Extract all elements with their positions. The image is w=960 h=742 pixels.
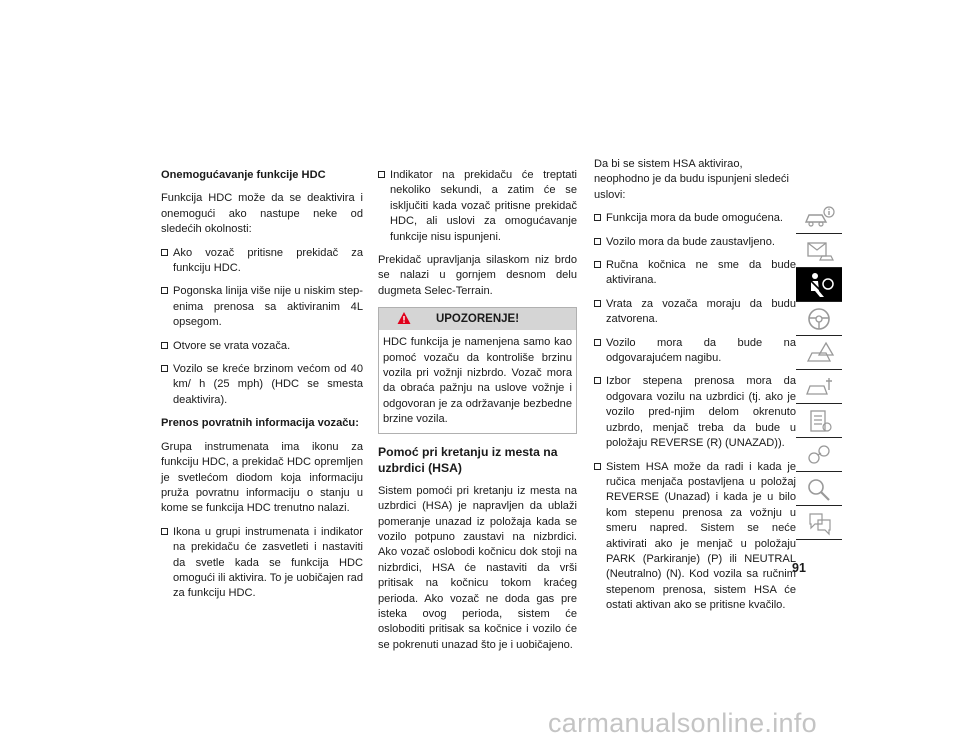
checkbox-bullet-icon <box>161 528 168 535</box>
column-middle <box>378 168 577 661</box>
paragraph-hdc-switch: Prekidač upravljanja silaskom niz brdo se nalazi u gornjem desnom delu dugmeta Selec-Terrain. <box>378 254 577 297</box>
heading-hsa: Pomoć pri kretanju iz mesta na uzbrdici (HSA) <box>378 444 558 475</box>
checkbox-bullet-icon <box>594 463 601 470</box>
tab-specifications[interactable] <box>796 404 842 438</box>
steering-wheel-icon <box>802 306 836 332</box>
list-item: Vozilo mora da bude zaustavljeno. <box>594 235 796 250</box>
list-item: Izbor stepena prenosa mora da odgovara vozilu na uzbrdici (tj. ako je vozilo pred-njim delom okrenuto uzbrdo, menjač treba da bude u položaju REVERSE (R) (UNAZAD)). <box>594 374 796 451</box>
tab-safety[interactable] <box>796 268 842 302</box>
checkbox-bullet-icon <box>594 214 601 221</box>
car-service-icon <box>802 374 836 400</box>
checkbox-bullet-icon <box>594 339 601 346</box>
column-left <box>161 168 363 610</box>
tab-steering[interactable] <box>796 302 842 336</box>
bullet-list <box>378 168 577 245</box>
warning-header <box>379 308 576 330</box>
bullet-list <box>161 246 363 409</box>
language-icon <box>802 510 836 536</box>
heading-driver-feedback: Prenos povratnih informacija vozaču: <box>161 417 359 430</box>
page-number: 91 <box>792 561 806 575</box>
car-info-icon <box>802 204 836 230</box>
paragraph-hsa-conditions: Da bi se sistem HSA aktivirao, neophodno je da budu ispunjeni sledeći uslovi: <box>594 158 789 201</box>
list-item: Ikona u grupi instrumenata i indikator na prekidaču će zasvetleti i nastaviti da svetle kada se funkcija HDC omogući ili aktivira. To je uobičajen rad za funkciju HDC. <box>161 525 363 602</box>
chapter-tabs <box>796 200 842 540</box>
seatbelt-airbag-icon <box>802 271 836 299</box>
checkbox-bullet-icon <box>161 249 168 256</box>
checkbox-bullet-icon <box>161 342 168 349</box>
list-item: Ručna kočnica ne sme da bude aktivirana. <box>594 258 796 289</box>
heading-hdc-disable: Onemogućavanje funkcije HDC <box>161 169 326 181</box>
tab-envelope-car[interactable] <box>796 234 842 268</box>
tab-car-info[interactable] <box>796 200 842 234</box>
warning-triangle-icon <box>397 311 411 325</box>
multimedia-icon <box>802 442 836 468</box>
warning-body: HDC funkcija je namenjena samo kao pomoć vozaču da kontroliše brzinu vozila pri vožnji nizbrdo. Vozač mora da obraća pažnju na uslove vožnje i odgovoran je za održavanje bezbedne brzine vozila. <box>383 336 572 426</box>
list-item: Otvore se vrata vozača. <box>161 339 363 354</box>
checkbox-bullet-icon <box>594 300 601 307</box>
checkbox-bullet-icon <box>378 171 385 178</box>
checkbox-bullet-icon <box>594 238 601 245</box>
paragraph-hsa: Sistem pomoći pri kretanju iz mesta na uzbrdici (HSA) je napravljen da ublaži pomeranje unazad iz položaja kada se vozilo potpuno zaustavi na nizbrdici. Ako vozač oslobodi kočnicu dok stoji na nizbrdici, HSA će nastaviti da vrši pritisak na kočnicu tokom kraćeg perioda. Ako vozač ne doda gas pre isteka ovog perioda, sistem će osloboditi pritisak sa kočnice i vozilo će se pokrenuti unazad što je i uobičajeno. <box>378 484 577 651</box>
watermark: carmanualsonline.info <box>548 708 817 738</box>
paragraph-hdc-disable: Funkcija HDC može da se deaktivira i onemogući ako nastupe neke od sledećih okolnosti: <box>161 192 363 236</box>
bullet-list <box>594 211 796 613</box>
tab-emergency[interactable] <box>796 336 842 370</box>
envelope-car-icon <box>802 238 836 264</box>
list-item: Funkcija mora da bude omogućena. <box>594 211 796 226</box>
list-item: Vozilo se kreće brzinom većom od 40 km/ h (25 mph) (HDC se smesta deaktivira). <box>161 362 363 408</box>
list-item: Vrata za vozača moraju da budu zatvorena. <box>594 297 796 328</box>
tab-language[interactable] <box>796 506 842 540</box>
checkbox-bullet-icon <box>161 287 168 294</box>
list-item: Vozilo mora da bude na odgovarajućem nagibu. <box>594 336 796 367</box>
tab-index[interactable] <box>796 472 842 506</box>
warning-triangle-car-icon <box>802 340 836 366</box>
magnifier-icon <box>802 476 836 502</box>
checkbox-bullet-icon <box>161 365 168 372</box>
warning-title: UPOZORENJE! <box>435 313 520 326</box>
list-item: Sistem HSA može da radi i kada je ručica menjača postavljena u položaj REVERSE (Unazad) i kada je u bilo kom stepenu prenosa za vožnju u smeru napred. Sistem se neće aktivirati ako je menjač u položaju PARK (Parkiranje) (P) ili NEUTRAL (Neutralno) (N). Kod vozila sa ručnim stepenom prenosa, sistem HSA će ostati aktivan ako se pritisne kvačilo. <box>594 460 796 614</box>
tab-multimedia[interactable] <box>796 438 842 472</box>
list-item: Pogonska linija više nije u niskim step-enima prenosa sa aktiviranim 4L opsegom. <box>161 284 363 330</box>
tab-service[interactable] <box>796 370 842 404</box>
checklist-icon <box>802 408 836 434</box>
checkbox-bullet-icon <box>594 261 601 268</box>
list-item: Indikator na prekidaču će treptati nekoliko sekundi, a zatim će se isključiti kada vozač pritisne prekidač HDC, ali uslovi za omogućavanje funkcije nisu ispunjeni. <box>378 168 577 245</box>
list-item: Ako vozač pritisne prekidač za funkciju HDC. <box>161 246 363 277</box>
bullet-list <box>161 525 363 602</box>
warning-box <box>378 307 577 433</box>
paragraph-driver-feedback: Grupa instrumenata ima ikonu za funkciju HDC, a prekidač HDC opremljen je svetlećom diodom koja informaciju pruža povratnu informaciju o stanju u kome se funkcija HDC trenutno nalazi. <box>161 440 363 515</box>
checkbox-bullet-icon <box>594 377 601 384</box>
column-right <box>594 157 796 622</box>
